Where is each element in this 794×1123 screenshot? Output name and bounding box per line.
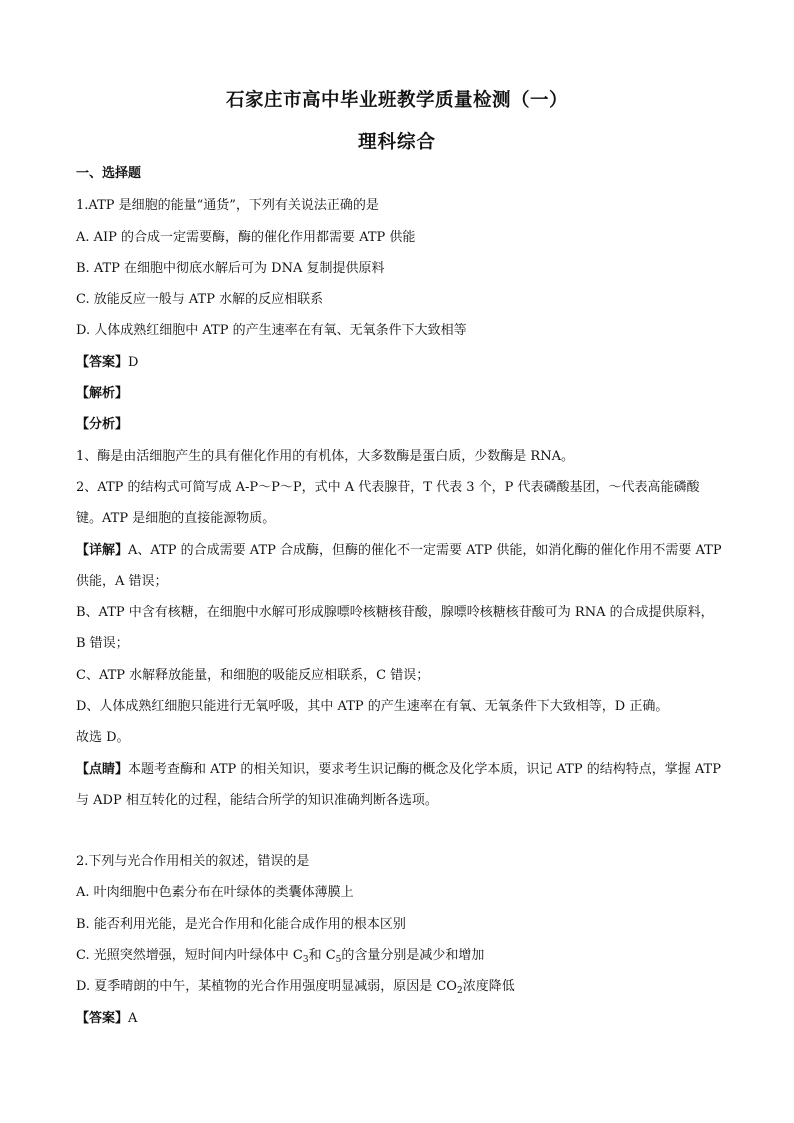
dianjing-tag: 【点睛】: [76, 762, 129, 777]
analysis-line-3: 键。ATP 是细胞的直接能源物质。: [76, 511, 276, 526]
analysis-line-1: 1、酶是由活细胞产生的具有催化作用的有机体，大多数酶是蛋白质，少数酶是 RNA。: [76, 449, 574, 464]
question-2-option-a: A. 叶肉细胞中色素分布在叶绿体的类囊体薄膜上: [76, 885, 354, 900]
question-1-option-c: C. 放能反应一般与 ATP 水解的反应相联系: [76, 292, 324, 307]
detail-line-3: B、ATP 中含有核糖，在细胞中水解可形成腺嘌呤核糖核苷酸，腺嘌呤核糖核苷酸可为 RNA 的合成提供原料，: [76, 605, 714, 620]
detail-line-7: 故选 D。: [76, 730, 130, 745]
question-1-option-a: A. AIP 的合成一定需要酶，酶的催化作用都需要 ATP 供能: [76, 230, 416, 245]
jiexi-tag: 【解析】: [76, 386, 129, 401]
dianjing-line-1: [76, 761, 726, 779]
section-heading: 一、选择题: [76, 166, 142, 181]
fenxi-tag: 【分析】: [76, 417, 129, 432]
question-2-stem: 2.下列与光合作用相关的叙述，错误的是: [76, 854, 310, 869]
option-c-text-3: 的含量分别是减少和增加: [341, 948, 485, 963]
answer-tag-2: 【答案】: [76, 1011, 129, 1026]
detail-line-2: 供能，A 错误；: [76, 574, 168, 589]
question-2-option-d: [76, 978, 726, 1000]
detail-tag: 【详解】: [76, 543, 129, 558]
detail-line-6: D、人体成熟红细胞只能进行无氧呼吸，其中 ATP 的产生速率在有氧、无氧条件下大致相等，D 正确。: [76, 699, 669, 714]
option-d-text-1: D. 夏季晴朗的中午，某植物的光合作用强度明显减弱，原因是 CO: [76, 979, 457, 994]
question-1-option-d: D. 人体成熟红细胞中 ATP 的产生速率在有氧、无氧条件下大致相等: [76, 323, 467, 338]
dianjing-text-1: 本题考查酶和 ATP 的相关知识，要求考生识记酶的概念及化学本质，识记 ATP 的结构特点，掌握 ATP: [128, 762, 721, 777]
question-2-option-b: B. 能否利用光能，是光合作用和化能合成作用的根本区别: [76, 917, 406, 932]
option-d-text-2: 浓度降低: [462, 979, 515, 994]
option-d-subscript-2: 2: [456, 986, 463, 996]
option-c-text-2: 和 C: [308, 948, 336, 963]
detail-line-4: B 错误；: [76, 636, 129, 651]
question-1-answer: [76, 354, 726, 372]
answer-value: D: [128, 355, 139, 370]
option-c-subscript-3: 3: [302, 955, 309, 965]
detail-line-1: [76, 542, 726, 560]
detail-text-1: A、ATP 的合成需要 ATP 合成酶，但酶的催化不一定需要 ATP 供能，如消化酶的催化作用不需要 ATP: [128, 543, 722, 558]
question-1-stem: 1.ATP 是细胞的能量“通货”，下列有关说法正确的是: [76, 198, 379, 213]
page-subtitle: 理科综合: [357, 132, 436, 153]
option-c-text-1: C. 光照突然增强，短时间内叶绿体中 C: [76, 948, 303, 963]
answer-value-2: A: [128, 1011, 138, 1026]
question-2-answer: [76, 1010, 726, 1028]
answer-tag: 【答案】: [76, 355, 129, 370]
question-1-option-b: B. ATP 在细胞中彻底水解后可为 DNA 复制提供原料: [76, 261, 385, 276]
page-title: 石家庄市高中毕业班教学质量检测（一）: [225, 90, 568, 111]
analysis-line-2: 2、ATP 的结构式可简写成 A-P～P～P，式中 A 代表腺苷，T 代表 3 个，P 代表磷酸基团，～代表高能磷酸: [76, 480, 700, 495]
dianjing-line-2: 与 ADP 相互转化的过程，能结合所学的知识准确判断各选项。: [76, 793, 438, 808]
option-c-subscript-5: 5: [335, 955, 342, 965]
question-2-option-c: [76, 947, 726, 969]
detail-line-5: C、ATP 水解释放能量，和细胞的吸能反应相联系，C 错误；: [76, 668, 430, 683]
